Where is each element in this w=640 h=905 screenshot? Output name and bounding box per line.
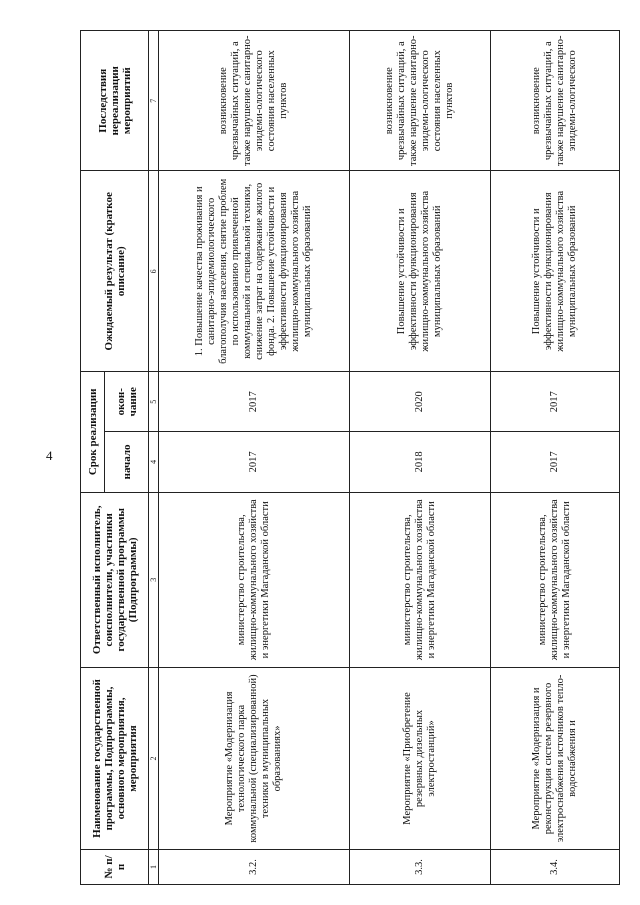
row-name: Мероприятие «Модернизация и реконструкция систем резервного электроснабжения источников тепло-водоснабжения и (491, 668, 620, 850)
header-result: Ожидаемый результат (краткое описание) (81, 171, 149, 372)
row-consequence: возникновение чрезвычайных ситуаций, а также нарушение санитарно-эпидеми-ологического (491, 31, 620, 171)
column-number: 1 (149, 849, 159, 884)
row-end: 2017 (159, 372, 350, 432)
header-start: начало (105, 432, 149, 492)
row-end: 2020 (350, 372, 491, 432)
column-number: 6 (149, 171, 159, 372)
header-consequence: Последствия нереализации мероприятий (81, 31, 149, 171)
column-number: 4 (149, 432, 159, 492)
row-executor: министерство строительства, жилищно-коммунального хозяйства и энергетики Магаданской области (159, 492, 350, 668)
table-row (350, 31, 491, 885)
row-start: 2018 (350, 432, 491, 492)
header-num: № п/п (81, 849, 149, 884)
column-number: 5 (149, 372, 159, 432)
row-executor: министерство строительства, жилищно-коммунального хозяйства и энергетики Магаданской области (350, 492, 491, 668)
row-consequence: возникновение чрезвычайных ситуаций, а также нарушение санитарно-эпидеми-ологического состояния населенных пунктов (350, 31, 491, 171)
row-num: 3.2. (159, 849, 350, 884)
row-executor: министерство строительства, жилищно-коммунального хозяйства и энергетики Магаданской области (491, 492, 620, 668)
column-number: 7 (149, 31, 159, 171)
row-name: Мероприятие «Модернизация технологического парка коммунальной (специализированной) техники в муниципальных образованиях» (159, 668, 350, 850)
column-number: 3 (149, 492, 159, 668)
row-result: Повышение устойчивости и эффективности функционирования жилищно-коммунального хозяйства муниципальных образований (491, 171, 620, 372)
header-end: окон-чание (105, 372, 149, 432)
row-num: 3.3. (350, 849, 491, 884)
page-number: 4 (46, 448, 53, 463)
header-term: Срок реализации (81, 372, 105, 492)
row-start: 2017 (491, 432, 620, 492)
header-executor: Ответственный исполнитель, соисполнители, участники государственной программы (Подпрограммы) (81, 492, 149, 668)
rotated-table-wrapper (80, 30, 620, 885)
measures-table (80, 30, 620, 885)
row-result: Повышение устойчивости и эффективности функционирования жилищно-коммунального хозяйства муниципальных образований (350, 171, 491, 372)
row-result: 1. Повышение качества проживания и санитарно-эпидемиологического благополучия населения, снятие проблем по использованию привлеченной коммунальной и специальной техники, снижение затрат на содержание жилого фонда. 2. Повышение устойчивости и эффективности функционирования жилищно-коммунального хозяйства муниципальных образований (159, 171, 350, 372)
row-name: Мероприятие «Приобретение резервных дизельных электростанций» (350, 668, 491, 850)
row-start: 2017 (159, 432, 350, 492)
row-num: 3.4. (491, 849, 620, 884)
table-row (159, 31, 350, 885)
column-number: 2 (149, 668, 159, 850)
row-consequence: возникновение чрезвычайных ситуаций, а также нарушение санитарно-эпидеми-ологического состояния населенных пунктов (159, 31, 350, 171)
table-row (491, 31, 620, 885)
row-end: 2017 (491, 372, 620, 432)
header-name: Наименование государственной программы, Подпрограммы, основного мероприятия, мероприятия (81, 668, 149, 850)
